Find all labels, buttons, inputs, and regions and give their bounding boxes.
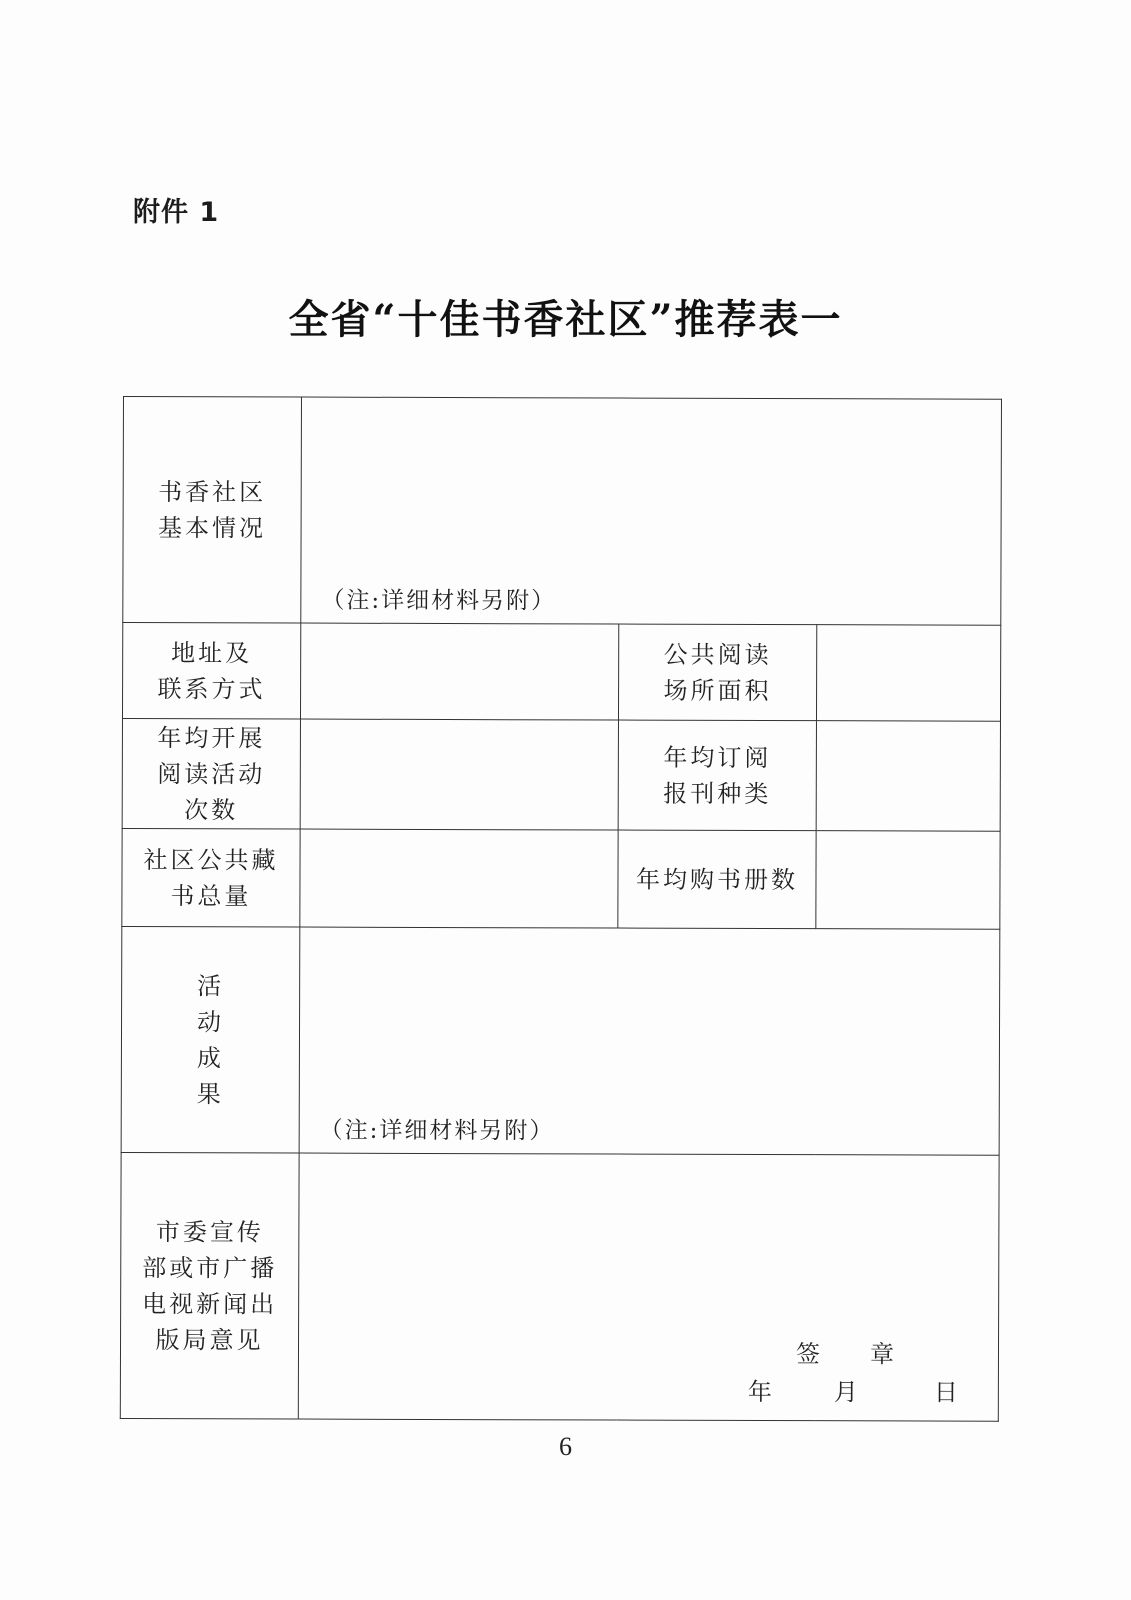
label-line: 市委宣传	[155, 1217, 264, 1246]
date-month: 月	[833, 1378, 858, 1407]
label-char: 活	[197, 971, 225, 1000]
row-opinion	[120, 1152, 999, 1421]
field-results[interactable]	[299, 927, 1000, 1155]
label-line: 年均订阅	[663, 743, 772, 772]
field-reading-area[interactable]	[816, 625, 1000, 722]
label-line: 社区公共藏	[143, 845, 279, 874]
label-line: 版局意见	[155, 1325, 264, 1354]
label-line: 联系方式	[157, 674, 266, 703]
label-line: 书总量	[170, 881, 252, 910]
note-results: （注:详细材料另附）	[319, 1117, 555, 1145]
row-activity-count	[122, 719, 1000, 832]
label-char: 果	[196, 1079, 224, 1108]
label-collection	[122, 828, 300, 927]
label-line: 场所面积	[663, 676, 772, 705]
field-books-purchased[interactable]	[816, 831, 1000, 930]
label-line: 年均开展	[157, 723, 266, 752]
recommendation-form	[120, 396, 1002, 1422]
label-results	[121, 926, 300, 1153]
label-line: 公共阅读	[663, 640, 772, 669]
field-address[interactable]	[300, 623, 618, 720]
field-activity-count[interactable]	[300, 719, 618, 830]
field-collection[interactable]	[300, 829, 618, 928]
label-line: 书香社区	[158, 477, 267, 506]
label-line: 次数	[184, 795, 239, 824]
label-reading-area	[618, 624, 816, 721]
label-books-purchased: 年均购书册数	[618, 830, 816, 929]
row-collection	[122, 828, 1000, 929]
date-line	[748, 1374, 958, 1411]
seal-char-1: 签	[795, 1340, 821, 1369]
row-results	[121, 926, 1000, 1155]
note-basic-info: （注:详细材料另附）	[321, 587, 557, 615]
field-opinion[interactable]	[298, 1153, 999, 1421]
label-line: 报刊种类	[663, 779, 772, 808]
label-periodicals	[618, 720, 816, 831]
field-periodicals[interactable]	[816, 721, 1000, 832]
label-line: 基本情况	[158, 513, 267, 542]
label-line: 地址及	[171, 638, 253, 667]
field-basic-info[interactable]	[301, 397, 1002, 625]
date-year: 年	[747, 1377, 772, 1407]
date-day: 日	[933, 1378, 958, 1407]
page-title: 全省“十佳书香社区”推荐表一	[288, 296, 843, 343]
label-char: 成	[196, 1043, 224, 1072]
label-basic-info	[123, 397, 302, 624]
row-address	[122, 623, 1000, 722]
label-opinion	[120, 1152, 299, 1419]
label-line: 电视新闻出	[142, 1289, 278, 1318]
attachment-label: 附件 1	[133, 197, 220, 228]
label-line: 阅读活动	[157, 759, 266, 788]
label-activity-count	[122, 719, 300, 830]
page-number: 6	[559, 1432, 572, 1461]
label-char: 动	[196, 1007, 225, 1036]
seal-char-2: 章	[869, 1340, 895, 1369]
label-address	[122, 623, 300, 720]
seal-line	[796, 1336, 894, 1372]
row-basic-info	[123, 397, 1002, 626]
label-line: 部或市广播	[142, 1253, 278, 1282]
